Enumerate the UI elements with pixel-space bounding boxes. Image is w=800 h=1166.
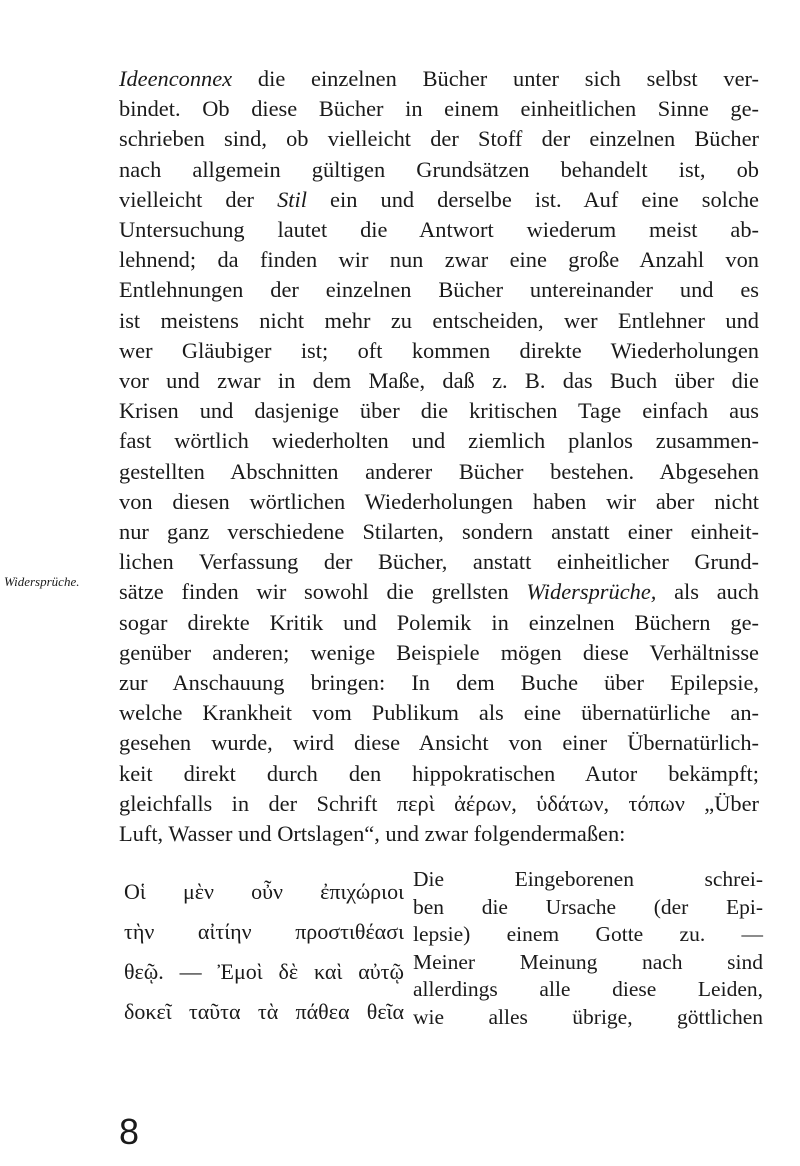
text-run: vor und zwar in dem Maße, daß z. B. das Buch über die [119, 368, 759, 394]
margin-note: Widersprüche. [4, 574, 80, 589]
text-run: ein und derselbe ist. Auf eine solche [306, 186, 759, 212]
text-run: die einzelnen Bücher unter sich selbst ver- [232, 66, 759, 91]
text-run: gleichfalls in der Schrift περὶ ἀέρων, ὑδάτων, τόπων „Über [119, 790, 759, 816]
text-line [119, 155, 759, 185]
text-run: Krisen und dasjenige über die kritischen Tage einfach aus [119, 398, 759, 424]
text-run: lichen Verfassung der Bücher, anstatt einheitlicher Grund- [119, 549, 759, 575]
text-run: Luft, Wasser und Ortslagen“, und zwar folgendermaßen: [119, 821, 626, 847]
text-line [119, 487, 759, 517]
text-line [119, 577, 759, 607]
main-paragraph [119, 64, 759, 849]
text-line [119, 728, 759, 758]
text-run: bindet. Ob diese Bücher in einem einheitlichen Sinne ge- [119, 96, 759, 122]
text-line [119, 336, 759, 366]
text-run: sätze finden wir sowohl die grellsten [119, 579, 527, 605]
text-line [119, 547, 759, 577]
text-run: lehnend; da finden wir nun zwar eine große Anzahl von [119, 247, 759, 273]
text-line [119, 64, 759, 94]
greek-line: δοκεῖ ταῦτα τὰ πάθεα θεῖα [124, 999, 404, 1024]
text-run: von diesen wörtlichen Wiederholungen haben wir aber nicht [119, 488, 759, 514]
translation-line: ben die Ursache (der Epi- [413, 894, 763, 919]
text-run: zur Anschauung bringen: In dem Buche über Epilepsie, [119, 670, 759, 696]
text-run: ist meistens nicht mehr zu entscheiden, wer Entlehner und [119, 307, 759, 333]
page-number: 8 [119, 1111, 140, 1152]
text-run: nur ganz verschiedene Stilarten, sondern anstatt einer einheit- [119, 519, 759, 545]
greek-line: τὴν αἰτίην προστιθέασι [124, 919, 404, 944]
text-line [119, 245, 759, 275]
emphasis-text: Stil [277, 186, 307, 212]
translation-line: Meiner Meinung nach sind [413, 949, 763, 974]
text-run: fast wörtlich wiederholten und ziemlich planlos zusammen- [119, 428, 759, 454]
text-run: schrieben sind, ob vielleicht der Stoff der einzelnen Bücher [119, 126, 759, 152]
text-line [119, 426, 759, 456]
translation-line: lepsie) einem Gotte zu. — [413, 922, 763, 946]
text-line [119, 457, 759, 487]
text-line [119, 698, 759, 728]
text-run: gestellten Abschnitten anderer Bücher bestehen. Abgesehen [119, 458, 759, 484]
text-line [119, 638, 759, 668]
text-line [119, 306, 759, 336]
text-line [119, 366, 759, 396]
text-line [119, 275, 759, 305]
text-run: keit direkt durch den hippokratischen Autor bekämpft; [119, 760, 759, 786]
text-run: genüber anderen; wenige Beispiele mögen diese Verhältnisse [119, 639, 759, 665]
text-run: vielleicht der [119, 186, 278, 212]
text-run: als auch [656, 579, 759, 605]
text-line [119, 124, 759, 154]
text-run: Entlehnungen der einzelnen Bücher untereinander und es [119, 277, 759, 303]
text-line [119, 185, 759, 215]
translation-line: wie alles übrige, göttlichen [413, 1004, 763, 1029]
text-run: sogar direkte Kritik und Polemik in einzelnen Büchern ge- [119, 609, 759, 635]
text-line [119, 396, 759, 426]
text-run: wer Gläubiger ist; oft kommen direkte Wiederholungen [119, 337, 759, 363]
text-line [119, 517, 759, 547]
text-run: nach allgemein gültigen Grundsätzen behandelt ist, ob [119, 156, 759, 182]
text-line [119, 608, 759, 638]
text-line [119, 819, 759, 849]
greek-line: Οἱ μὲν οὖν ἐπιχώριοι [124, 879, 404, 904]
emphasis-text: Widersprüche, [526, 579, 657, 605]
text-line [119, 215, 759, 245]
emphasis-text: Ideenconnex [119, 66, 233, 91]
text-line [119, 94, 759, 124]
greek-line: θεῷ. — Ἐμοὶ δὲ καὶ αὐτῷ [124, 959, 404, 984]
text-line [119, 759, 759, 789]
translation-line: allerdings alle diese Leiden, [413, 977, 763, 1001]
text-run: Untersuchung lautet die Antwort wiederum meist ab- [119, 217, 759, 243]
text-run: gesehen wurde, wird diese Ansicht von einer Übernatürlich- [119, 730, 759, 756]
text-run: welche Krankheit vom Publikum als eine übernatürliche an- [119, 700, 759, 726]
german-translation [413, 866, 763, 1031]
translation-line: Die Eingeborenen schrei- [413, 867, 763, 891]
text-line [119, 789, 759, 819]
greek-quotation [124, 872, 404, 1032]
text-line [119, 668, 759, 698]
